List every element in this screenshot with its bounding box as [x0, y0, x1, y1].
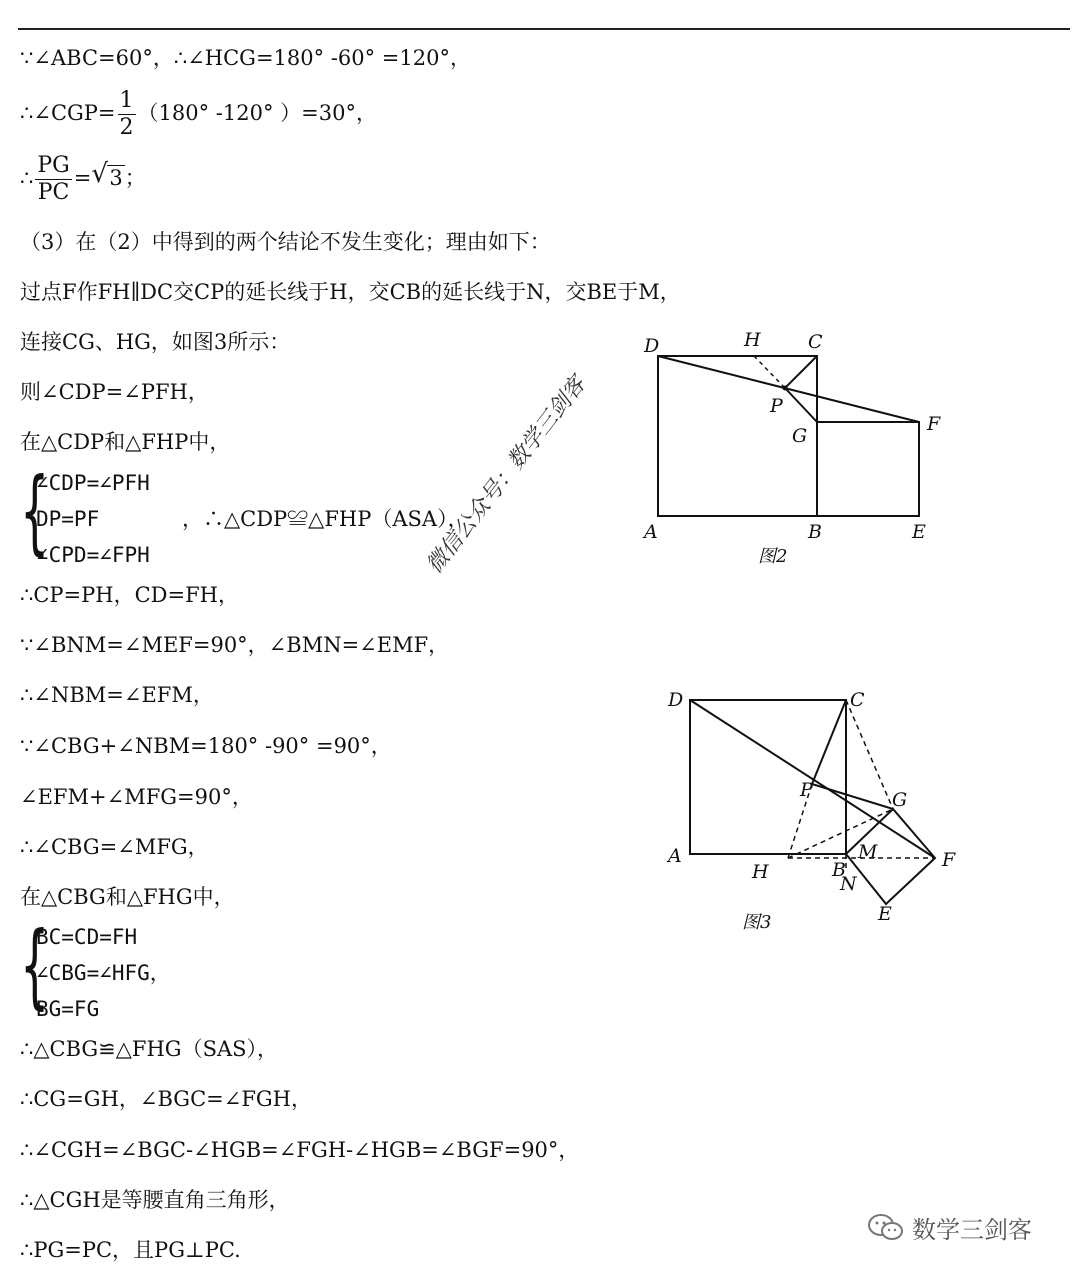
system-brace-1	[20, 458, 620, 570]
fig3-label-g: G	[892, 789, 908, 811]
fig3-dashed-cg	[846, 700, 893, 809]
fig2-label-p: P	[770, 395, 783, 417]
text-line-1: ∵∠ABC=60°，∴∠HCG=180° -60° =120°，	[20, 46, 471, 70]
fig2-label-g: G	[792, 425, 808, 447]
text-line-2	[20, 88, 377, 141]
text-line-16: ∴△CBG≌△FHG（SAS），	[20, 1037, 279, 1061]
fraction-half	[118, 88, 136, 141]
fig3-label-n: N	[840, 873, 857, 895]
fig2-point-p	[783, 386, 788, 391]
line3-therefore: ∴	[20, 166, 34, 190]
text-line-19: ∴△CGH是等腰直角三角形，	[20, 1188, 290, 1212]
text-line-5: 过点F作FH∥DC交CP的延长线于H，交CB的延长线于N，交BE于M，	[20, 280, 681, 304]
text-line-13: ∠EFM+∠MFG=90°，	[20, 785, 253, 809]
fraction-pc: PC	[37, 180, 70, 205]
text-line-18: ∴∠CGH=∠BGC-∠HGB=∠FGH-∠HGB=∠BGF=90°，	[20, 1138, 580, 1162]
brace1-row-2: DP=PF	[36, 507, 100, 531]
fig2-label-b: B	[808, 521, 822, 543]
fig2-label-h: H	[744, 329, 761, 351]
text-line-9: ∴CP=PH，CD=FH，	[20, 583, 239, 607]
fig3-label-d: D	[668, 689, 684, 711]
brace-glyph: {	[20, 458, 50, 565]
fig3-label-c: C	[850, 689, 865, 711]
fig3-label-m: M	[858, 841, 878, 863]
line3-equals: =	[73, 166, 92, 190]
fig3-line-cp	[812, 700, 846, 784]
system-brace-2	[20, 912, 420, 1024]
brace2-row-3: BG=FG	[36, 997, 100, 1021]
brace1-row-3: ∠CPD=∠FPH	[36, 543, 150, 567]
fig3-label-b: B	[832, 859, 846, 881]
line2-prefix: ∴∠CGP=	[20, 101, 116, 125]
text-line-4: （3）在（2）中得到的两个结论不发生变化；理由如下：	[20, 230, 551, 254]
text-line-3	[20, 153, 146, 206]
text-line-12: ∵∠CBG+∠NBM=180° -90° =90°，	[20, 734, 392, 758]
fig3-label-a: A	[668, 845, 682, 867]
text-line-10: ∵∠BNM=∠MEF=90°，∠BMN=∠EMF，	[20, 633, 450, 657]
fraction-pg: PG	[37, 153, 70, 178]
fraction-numerator: 1	[119, 88, 134, 113]
watermark-text: 微信公众号：数学三剑客	[421, 372, 591, 579]
fig2-line-cp	[785, 356, 817, 388]
fig2-caption: 图2	[758, 546, 788, 567]
text-line-7: 则∠CDP=∠PFH，	[20, 380, 209, 404]
text-line-14: ∴∠CBG=∠MFG，	[20, 835, 209, 859]
fig3-caption: 图3	[742, 912, 772, 933]
sqrt-body: 3	[109, 166, 123, 190]
text-line-6: 连接CG、HG，如图3所示：	[20, 330, 291, 354]
brand-name: 数学三剑客	[912, 1216, 1032, 1244]
text-line-20: ∴PG=PC，且PG⊥PC.	[20, 1238, 241, 1262]
fig2-label-d: D	[644, 335, 660, 357]
text-line-8: 在△CDP和△FHP中，	[20, 430, 231, 454]
fig3-label-h: H	[752, 861, 769, 883]
figure-3	[660, 680, 980, 940]
fig3-label-f: F	[942, 849, 956, 871]
fraction-denominator: 2	[119, 115, 134, 140]
sqrt-three: √ 3	[91, 159, 123, 190]
top-rule	[18, 28, 1070, 30]
text-line-17: ∴CG=GH，∠BGC=∠FGH，	[20, 1087, 313, 1111]
figure-2	[630, 320, 960, 580]
fig2-label-c: C	[808, 331, 823, 353]
fig2-label-f: F	[927, 413, 941, 435]
fig3-label-e: E	[878, 903, 892, 925]
line3-end: ；	[124, 166, 146, 190]
fig3-square-abcd	[690, 700, 846, 854]
text-line-11: ∴∠NBM=∠EFM，	[20, 683, 214, 707]
brace-glyph: {	[20, 912, 50, 1019]
brace1-row-1: ∠CDP=∠PFH	[36, 471, 150, 495]
brace2-row-2: ∠CBG=∠HFG，	[36, 961, 171, 985]
wechat-icon	[866, 1212, 906, 1244]
fig3-label-p: P	[800, 779, 813, 801]
fig2-line-df	[658, 356, 919, 422]
line2-suffix: （180° -120° ）=30°，	[137, 101, 377, 125]
text-line-15: 在△CBG和△FHG中，	[20, 885, 235, 909]
fig2-label-a: A	[644, 521, 658, 543]
fig2-label-e: E	[912, 521, 926, 543]
fraction-pg-pc	[35, 153, 71, 206]
brace2-row-1: BC=CD=FH	[36, 925, 138, 949]
fig2-square-befg	[817, 422, 919, 516]
brace1-conclusion: ，∴△CDP≌△FHP（ASA），	[182, 507, 469, 531]
brand-mark	[866, 1210, 1032, 1245]
